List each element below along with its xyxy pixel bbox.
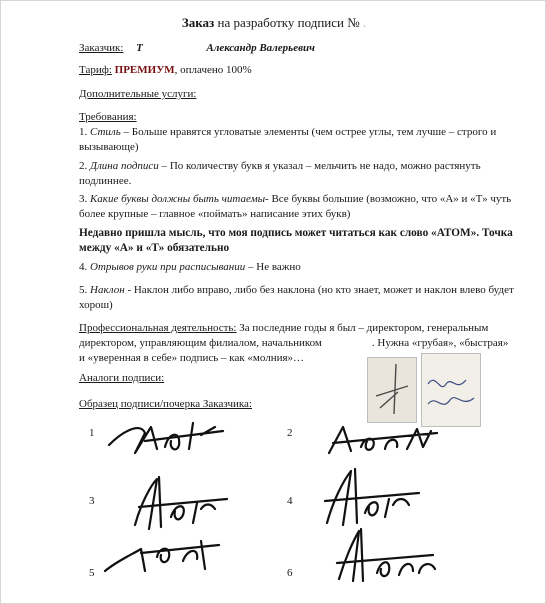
customer-name: Александр Валерьевич (206, 42, 315, 54)
analogs-heading (79, 371, 164, 385)
signature-number: 2 (287, 427, 293, 439)
signature-sample-2 (327, 419, 447, 459)
tariff-label: Тариф: (79, 64, 112, 76)
redacted-company (322, 336, 372, 346)
requirement-2: 2. Длина подписи – По количеству букв я указал – мельчить не надо, можно растянуть подлиннее. (79, 160, 481, 187)
signature-sample-3 (131, 473, 231, 533)
customer-line (79, 41, 315, 55)
atom-note: Недавно пришла мысль, что моя подпись может читаться как слово «АТОМ». Точка между «А» и «Т» обязательно (79, 227, 513, 254)
sample-heading (79, 397, 252, 411)
customer-label: Заказчик: (79, 42, 124, 54)
requirements-heading (79, 110, 137, 124)
requirement-4: 4. Отрывов руки при расписывании – Не важно (79, 261, 301, 273)
customer-initial: Т (136, 42, 143, 54)
signature-number: 5 (89, 567, 95, 579)
profession-label: Профессиональная деятельность: (79, 322, 237, 334)
profession: Профессиональная деятельность: За последние годы я был – директором, генеральным директором, управляющим филиалом, начальником . Нужна «грубая», «быстрая» и «уверенная в себе» подпись – как «молния»… (79, 322, 509, 364)
signature-number: 6 (287, 567, 293, 579)
requirements-label: Требования: (79, 111, 137, 123)
signature-number: 4 (287, 495, 293, 507)
page-title: Заказ на разработку подписи № . (181, 15, 367, 30)
tariff-paid: , оплачено 100% (174, 64, 252, 76)
analogs-label: Аналоги подписи: (79, 372, 165, 384)
tariff-plan: ПРЕМИУМ (114, 64, 175, 76)
sample-label: Образец подписи/почерка Заказчика: (79, 398, 252, 410)
requirement-5: 5. Наклон - Наклон либо вправо, либо без наклона (но кто знает, может и наклон влево будет хорош) (79, 284, 514, 311)
tariff-line (79, 63, 252, 77)
requirement-1: 1. Стиль – Больше нравятся угловатые элементы (чем острее углы, тем лучше – строго и вызывающе) (79, 126, 497, 153)
signature-number: 3 (89, 495, 95, 507)
signature-sample-4 (321, 465, 421, 529)
signature-sample-5 (101, 531, 221, 579)
requirement-3: 3. Какие буквы должны быть читаемы- Все буквы большие (возможно, что «А» и «Т» чуть более крупные – главное «поймать» написание этих букв) (79, 193, 512, 220)
signature-number: 1 (89, 427, 95, 439)
extra-services (79, 87, 196, 101)
analog-photo-1 (367, 357, 417, 423)
extra-label: Дополнительные услуги: (79, 88, 197, 100)
signature-sample-1 (105, 419, 225, 459)
signature-sample-6 (333, 525, 443, 585)
redacted-surname (146, 41, 204, 51)
analog-photo-2 (421, 353, 481, 427)
